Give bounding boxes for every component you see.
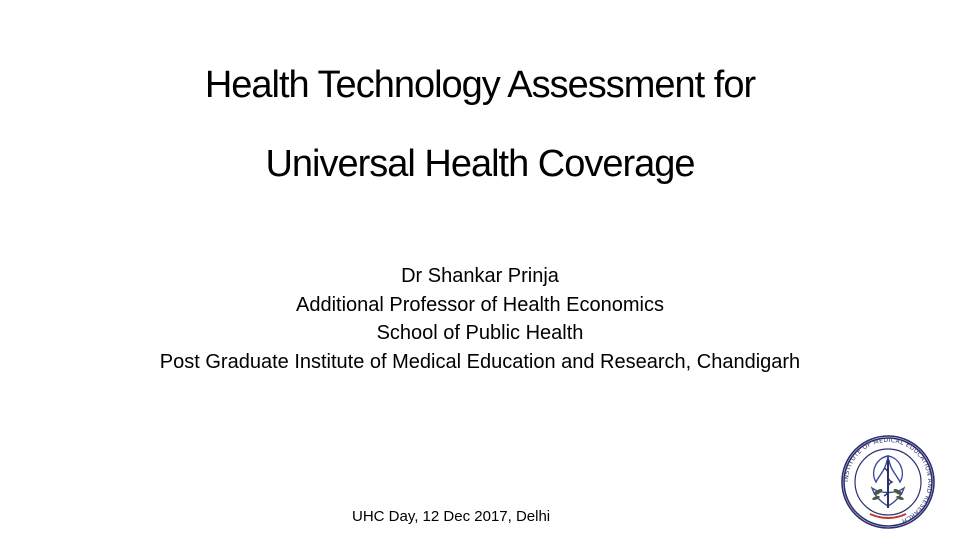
author-institute: Post Graduate Institute of Medical Education and Research, Chandigarh [159, 350, 801, 373]
slide-title-line-1: Health Technology Assessment for [204, 64, 756, 106]
author-department: School of Public Health [376, 322, 584, 344]
slide-title-line-2: Universal Health Coverage [265, 143, 695, 185]
pgimer-seal-logo-icon [836, 434, 940, 530]
author-block [0, 262, 960, 376]
seal-ring-text: INSTITUTE OF MEDICAL EDUCATION AND RESEARCH [842, 436, 934, 525]
author-name: Dr Shankar Prinja [401, 265, 559, 287]
author-position: Additional Professor of Health Economics [296, 293, 664, 316]
event-footer: UHC Day, 12 Dec 2017, Delhi [352, 508, 551, 525]
